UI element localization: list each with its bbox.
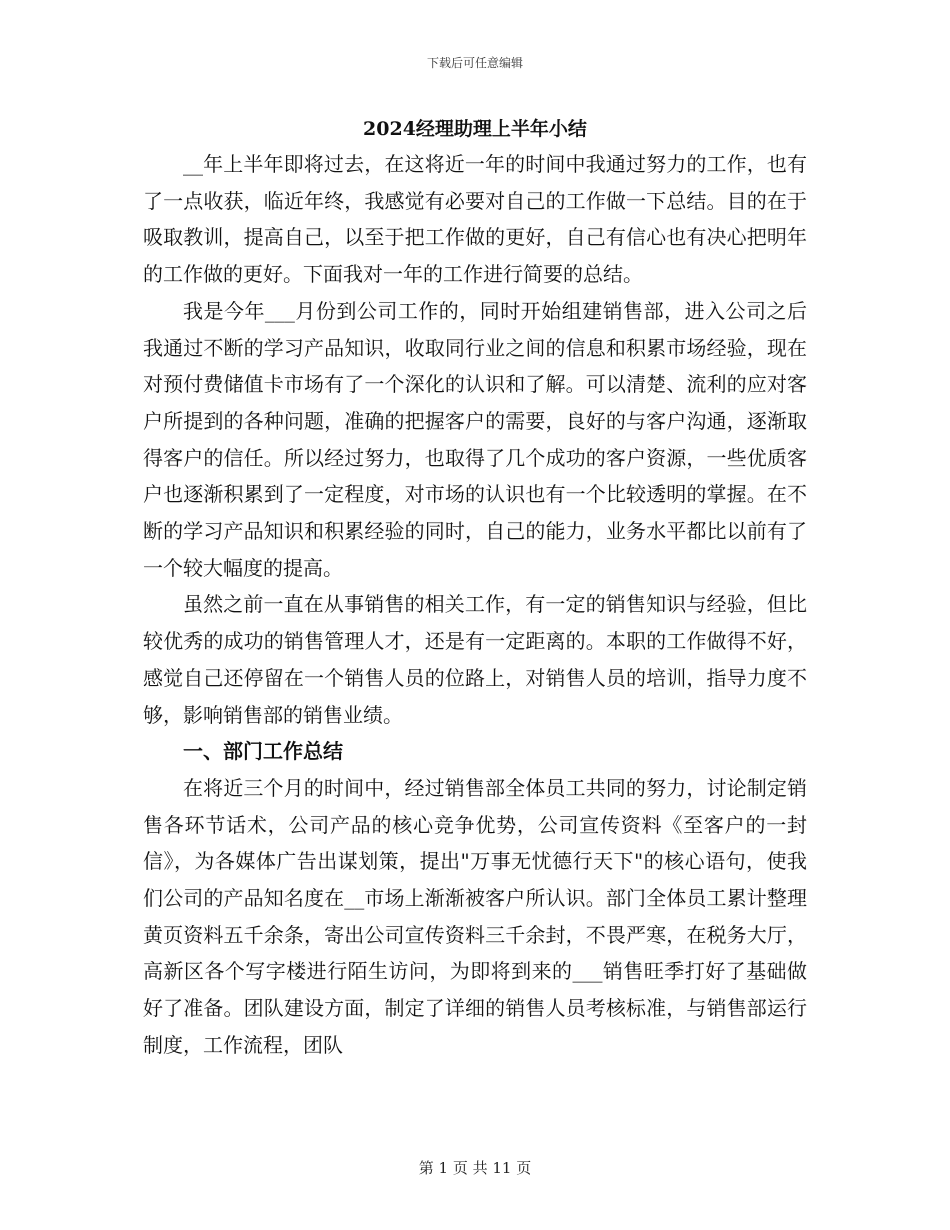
document-body <box>143 146 807 1064</box>
paragraph-department-summary: 在将近三个月的时间中，经过销售部全体员工共同的努力，讨论制定销售各环节话术，公司产品的核心竞争优势，公司宣传资料《至客户的一封信》，为各媒体广告出谋划策，提出"万事无忧德行天下"的核心语句，使我们公司的产品知名度在__市场上渐渐被客户所认识。部门全体员工累计整理黄页资料五千余条，寄出公司宣传资料三千余封，不畏严寒，在税务大厅，高新区各个写字楼进行陌生访问，为即将到来的___销售旺季打好了基础做好了准备。团队建设方面，制定了详细的销售人员考核标准，与销售部运行制度，工作流程，团队 <box>143 775 807 1057</box>
header-note: 下载后可任意编辑 <box>426 56 523 70</box>
document-title: 2024经理助理上半年小结 <box>363 118 587 140</box>
page-footer: 第 1 页 共 11 页 <box>418 1159 532 1177</box>
paragraph-experience: 我是今年___月份到公司工作的，同时开始组建销售部，进入公司之后我通过不断的学习产品知识，收取同行业之间的信息和积累市场经验，现在对预付费储值卡市场有了一个深化的认识和了解。可以清楚、流利的应对客户所提到的各种问题，准确的把握客户的需要，良好的与客户沟通，逐渐取得客户的信任。所以经过努力，也取得了几个成功的客户资源，一些优质客户也逐渐积累到了一定程度，对市场的认识也有一个比较透明的掌握。在不断的学习产品知识和积累经验的同时，自己的能力，业务水平都比以前有了一个较大幅度的提高。 <box>143 298 807 580</box>
paragraph-intro: __年上半年即将过去，在这将近一年的时间中我通过努力的工作，也有了一点收获，临近年终，我感觉有必要对自己的工作做一下总结。目的在于吸取教训，提高自己，以至于把工作做的更好，自己有信心也有决心把明年的工作做的更好。下面我对一年的工作进行简要的总结。 <box>143 152 807 287</box>
section-heading: 一、部门工作总结 <box>183 739 343 764</box>
paragraph-shortcomings: 虽然之前一直在从事销售的相关工作，有一定的销售知识与经验，但比较优秀的成功的销售管理人才，还是有一定距离的。本职的工作做得不好，感觉自己还停留在一个销售人员的位路上，对销售人员的培训，指导力度不够，影响销售部的销售业绩。 <box>143 592 807 727</box>
